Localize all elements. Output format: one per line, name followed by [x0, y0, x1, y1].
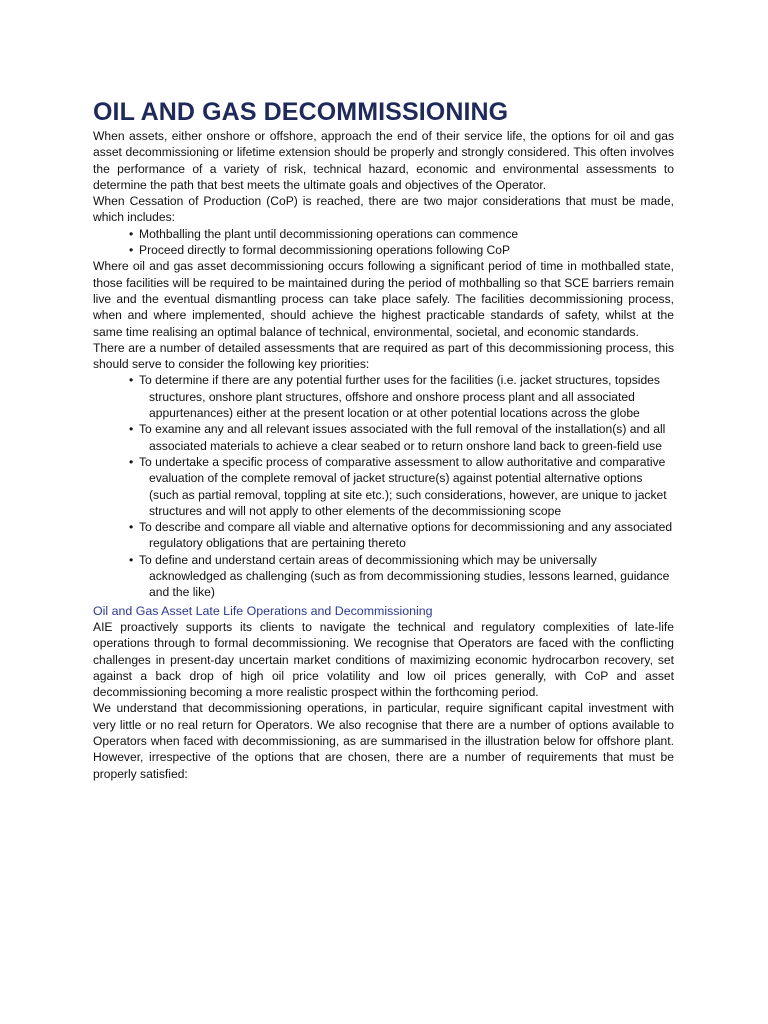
bullet-icon: • [129, 454, 134, 469]
considerations-list [93, 226, 674, 259]
aie-support-paragraph: AIE proactively supports its clients to navigate the technical and regulatory complexities of late-life operations through to formal decommissioning. We recognise that Operators are faced with the conflicting challenges in present-day uncertain market conditions of maximizing economic hydrocarbon recovery, set against a back drop of high oil price volatility and low oil prices generally, with CoP and asset decommissioning becoming a more realistic prospect within the forthcoming period. [93, 619, 674, 700]
bullet-icon: • [129, 422, 134, 437]
bullet-icon: • [129, 520, 134, 535]
mothball-paragraph: Where oil and gas asset decommissioning occurs following a significant period of time in mothballed state, those facilities will be required to be maintained during the period of mothballing so that SCE barriers remain live and the eventual dismantling process can take place safely. The facilities decommissioning process, when and where implemented, should achieve the highest practicable standards of safety, whilst at the same time realising an optimal balance of technical, environmental, societal, and economic standards. [93, 259, 674, 339]
bullet-icon: • [129, 552, 134, 567]
list-item: • To undertake a specific process of comparative assessment to allow authoritative and comparative evaluation of the complete removal of jacket structure(s) against potential alternative options (such as partial removal, toppling at site etc.); such considerations, however, are unique to jacket structures and will not apply to other elements of the decommissioning scope [129, 454, 667, 518]
section-heading: Oil and Gas Asset Late Life Operations and Decommissioning [93, 603, 433, 618]
list-item: • To examine any and all relevant issues associated with the full removal of the installation(s) and all associated materials to achieve a clear seabed or to return onshore land back to green-field use [129, 422, 666, 453]
document-page [93, 98, 674, 782]
priorities-list [93, 372, 674, 600]
list-item: • Proceed directly to formal decommissioning operations following CoP [129, 243, 511, 258]
page-title: OIL AND GAS DECOMMISSIONING [93, 98, 509, 126]
capital-paragraph: We understand that decommissioning operations, in particular, require significant capital investment with very little or no real return for Operators. We also recognise that there are a number of options available to Operators when faced with decommissioning, as are summarised in the illustration below for offshore plant. However, irrespective of the options that are chosen, there are a number of requirements that must be properly satisfied: [93, 701, 674, 781]
list-item: • To describe and compare all viable and alternative options for decommissioning and any associated regulatory obligations that are pertaining thereto [129, 520, 673, 551]
list-item: • To determine if there are any potential further uses for the facilities (i.e. jacket structures, topsides structures, onshore plant structures, offshore and onshore process plant and all associated appurtenances) either at the present location or at other potential locations across the globe [129, 373, 660, 421]
cop-paragraph: When Cessation of Production (CoP) is reached, there are two major considerations that must be made, which includes: [93, 194, 674, 225]
bullet-icon: • [129, 373, 134, 388]
intro-paragraph: When assets, either onshore or offshore, approach the end of their service life, the options for oil and gas asset decommissioning or lifetime extension should be properly and strongly considered. This often involves the performance of a variety of risk, technical hazard, economic and environmental assessments to determine the path that best meets the ultimate goals and objectives of the Operator. [93, 129, 674, 192]
list-item: • To define and understand certain areas of decommissioning which may be universally acknowledged as challenging (such as from decommissioning studies, lessons learned, guidance and the like) [129, 552, 670, 600]
list-item: • Mothballing the plant until decommissioning operations can commence [129, 226, 519, 241]
assessments-paragraph: There are a number of detailed assessments that are required as part of this decommissioning process, this should serve to consider the following key priorities: [93, 340, 674, 372]
bullet-icon: • [129, 243, 134, 258]
bullet-icon: • [129, 226, 134, 241]
